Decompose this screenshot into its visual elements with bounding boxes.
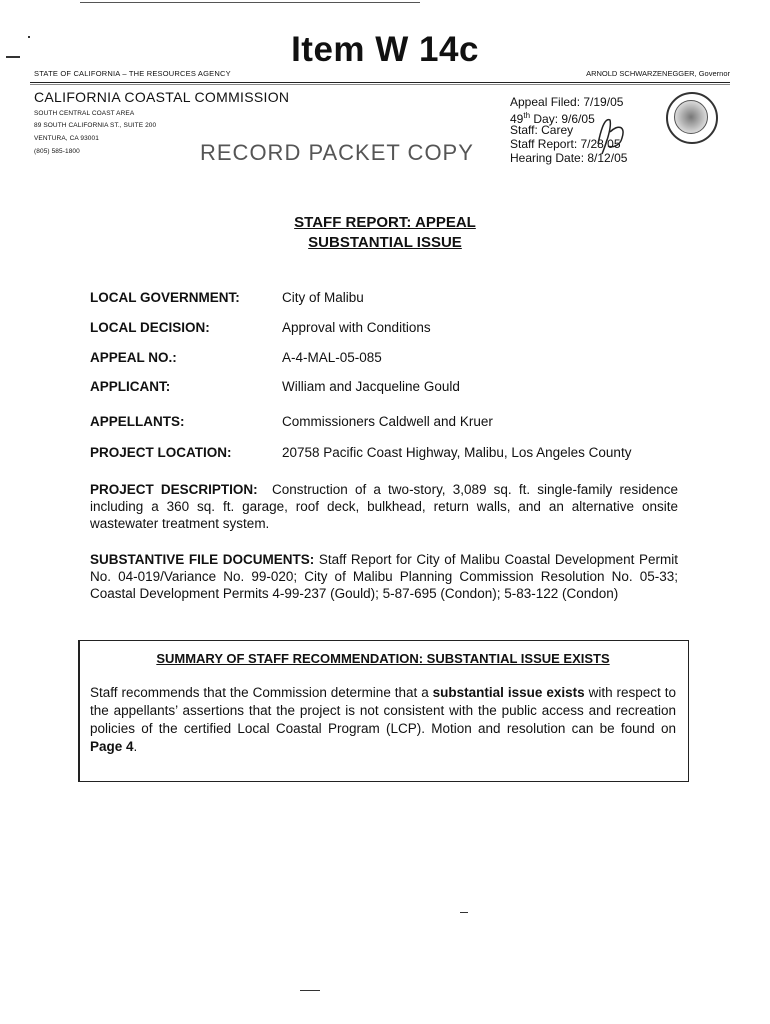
scan-top-rule — [80, 2, 420, 3]
report-title-line1: STAFF REPORT: APPEAL — [294, 214, 476, 231]
staff-report-date: Staff Report: 7/28/05 — [510, 137, 621, 151]
state-seal-center — [674, 100, 708, 134]
record-packet-stamp: RECORD PACKET COPY — [200, 140, 474, 165]
handwritten-initials — [592, 114, 632, 158]
substantive-file-documents: SUBSTANTIVE FILE DOCUMENTS: Staff Report for City of Malibu Coastal Development Permit No. 04-019/Variance No. 99-020; City of Malibu Planning Commission Resolution No. 05-33; Coastal Development Permits 4-99-237 (Gould); 5-87-695 (Condon); 5-83-122 (Condon) — [90, 552, 678, 601]
staff-name: Staff: Carey — [510, 123, 574, 137]
address-line: SOUTH CENTRAL COAST AREA — [34, 110, 135, 117]
field-value: 20758 Pacific Coast Highway, Malibu, Los Angeles County — [282, 445, 632, 460]
report-title-line2: SUBSTANTIAL ISSUE — [308, 234, 462, 251]
field-value: A-4-MAL-05-085 — [282, 350, 382, 365]
field-label: APPEAL NO.: — [90, 350, 177, 365]
address-line: (805) 585-1800 — [34, 148, 80, 155]
governor-line: ARNOLD SCHWARZENEGGER, Governor — [586, 69, 730, 78]
field-label: APPLICANT: — [90, 379, 171, 394]
summary-text: Staff recommends that the Commission determine that a substantial issue exists with respect to the appellants’ assertions that the project is not consistent with the public access and recreation policies of the certified Local Coastal Program (LCP). Motion and resolution can be found on Page 4. — [90, 685, 676, 754]
state-agency-line: STATE OF CALIFORNIA – THE RESOURCES AGENCY — [34, 69, 231, 78]
hearing-date: Hearing Date: 8/12/05 — [510, 151, 628, 165]
field-label: APPELLANTS: — [90, 414, 185, 429]
letterhead-rule — [30, 82, 730, 83]
address-line: 89 SOUTH CALIFORNIA ST., SUITE 200 — [34, 122, 157, 129]
field-label: PROJECT LOCATION: — [90, 445, 232, 460]
field-label: LOCAL DECISION: — [90, 320, 210, 335]
field-value: City of Malibu — [282, 290, 364, 305]
commission-name: CALIFORNIA COASTAL COMMISSION — [34, 89, 290, 105]
field-value: Commissioners Caldwell and Kruer — [282, 414, 493, 429]
appeal-filed: Appeal Filed: 7/19/05 — [510, 95, 624, 109]
letterhead-rule — [30, 84, 730, 85]
item-title: Item W 14c — [291, 30, 479, 69]
summary-title: SUMMARY OF STAFF RECOMMENDATION: SUBSTANTIAL ISSUE EXISTS — [156, 651, 610, 666]
field-value: William and Jacqueline Gould — [282, 379, 460, 394]
scan-speck — [300, 990, 320, 991]
day-49: 49th Day: 9/6/05 — [510, 111, 595, 126]
field-value: Approval with Conditions — [282, 320, 431, 335]
field-label: LOCAL GOVERNMENT: — [90, 290, 240, 305]
project-description: PROJECT DESCRIPTION: Construction of a two-story, 3,089 sq. ft. single-family residence including a 360 sq. ft. garage, roof deck, bulkhead, return walls, and an alternative onsite wastewater treatment system. — [90, 482, 678, 531]
scan-speck — [460, 912, 468, 913]
address-line: VENTURA, CA 93001 — [34, 135, 99, 142]
